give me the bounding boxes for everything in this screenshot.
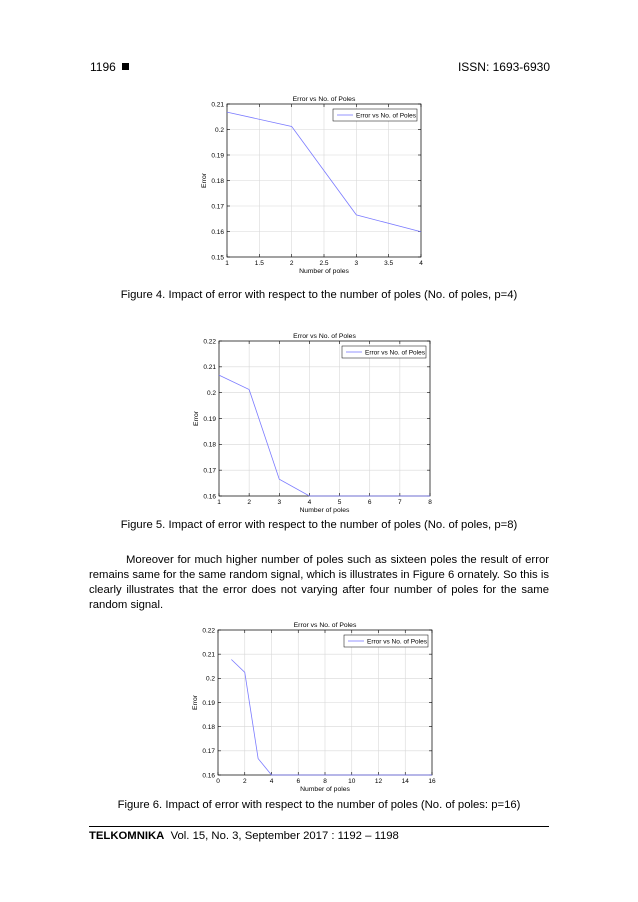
figure-5-caption: Figure 5. Impact of error with respect to the number of poles (No. of poles, p=8) bbox=[120, 519, 518, 531]
y-tick-label: 0.16 bbox=[202, 772, 215, 780]
x-axis-label: Number of poles bbox=[299, 507, 350, 514]
y-tick-label: 0.2 bbox=[206, 389, 216, 397]
y-tick-label: 0.19 bbox=[211, 152, 224, 160]
y-tick-label: 0.22 bbox=[202, 627, 215, 635]
x-tick-label: 2 bbox=[289, 260, 294, 267]
y-tick-label: 0.15 bbox=[211, 254, 224, 262]
y-tick-label: 0.17 bbox=[202, 748, 215, 756]
figure-6-caption: Figure 6. Impact of error with respect to the number of poles (No. of poles: p=16) bbox=[117, 799, 521, 811]
y-tick-label: 0.16 bbox=[203, 493, 216, 501]
x-axis-label: Number of poles bbox=[300, 786, 350, 793]
page-number: 1196 bbox=[90, 60, 129, 74]
figure-6-chart bbox=[190, 618, 440, 796]
x-tick-label: 0 bbox=[216, 778, 220, 785]
y-tick-label: 0.21 bbox=[202, 651, 215, 659]
x-tick-label: 2 bbox=[242, 778, 247, 785]
y-tick-label: 0.21 bbox=[203, 364, 216, 372]
page-header bbox=[90, 60, 550, 76]
figure-4-chart bbox=[190, 92, 440, 277]
x-tick-label: 16 bbox=[428, 778, 436, 785]
chart-title: Error vs No. of Poles bbox=[293, 333, 356, 340]
x-tick-label: 1.5 bbox=[254, 260, 264, 267]
x-tick-label: 3.5 bbox=[384, 260, 394, 267]
y-tick-label: 0.17 bbox=[203, 467, 216, 475]
figure-4 bbox=[190, 92, 440, 277]
body-paragraph: Moreover for much higher number of poles such as sixteen poles the result of error remains same for the same random signal, which is illustrates in Figure 6 ornately. So this is clearly illustrates that the error does not varying after four number of poles for the same random signal. bbox=[89, 554, 549, 611]
x-tick-label: 4 bbox=[307, 499, 312, 506]
journal-name: TELKOMNIKA bbox=[89, 830, 165, 842]
y-tick-label: 0.18 bbox=[203, 441, 216, 449]
x-tick-label: 2 bbox=[247, 499, 251, 506]
figure-4-caption: Figure 4. Impact of error with respect to the number of poles (No. of poles, p=4) bbox=[120, 289, 518, 301]
x-tick-label: 12 bbox=[374, 778, 383, 785]
y-tick-label: 0.21 bbox=[211, 101, 224, 109]
legend-label: Error vs No. of Poles bbox=[365, 349, 425, 357]
legend-label: Error vs No. of Poles bbox=[356, 112, 416, 120]
y-tick-label: 0.18 bbox=[202, 723, 215, 731]
x-tick-label: 7 bbox=[398, 499, 402, 506]
figure-6 bbox=[190, 618, 440, 796]
chart-title: Error vs No. of Poles bbox=[293, 622, 357, 629]
figure-5-chart bbox=[190, 325, 440, 515]
y-tick-label: 0.22 bbox=[203, 338, 216, 346]
square-bullet-icon bbox=[122, 63, 129, 70]
journal-citation: Vol. 15, No. 3, September 2017 : 1192 – 1198 bbox=[170, 830, 399, 842]
y-tick-label: 0.19 bbox=[202, 699, 215, 707]
x-tick-label: 8 bbox=[428, 499, 432, 506]
y-tick-label: 0.2 bbox=[205, 675, 215, 683]
x-axis-label: Number of poles bbox=[299, 268, 349, 275]
x-tick-label: 3 bbox=[354, 260, 359, 267]
x-tick-label: 1 bbox=[225, 260, 229, 267]
y-tick-label: 0.17 bbox=[211, 203, 224, 211]
y-tick-label: 0.16 bbox=[211, 228, 224, 236]
y-axis-label: Error bbox=[201, 172, 208, 189]
footer-rule bbox=[89, 826, 549, 827]
y-axis-label: Error bbox=[192, 694, 199, 711]
page-footer bbox=[89, 830, 399, 842]
chart-title: Error vs No. of Poles bbox=[292, 96, 356, 103]
x-tick-label: 6 bbox=[296, 778, 301, 785]
x-tick-label: 6 bbox=[367, 499, 372, 506]
x-tick-label: 5 bbox=[337, 499, 342, 506]
x-tick-label: 4 bbox=[269, 778, 274, 785]
x-tick-label: 8 bbox=[323, 778, 327, 785]
x-tick-label: 4 bbox=[419, 260, 423, 267]
y-tick-label: 0.2 bbox=[214, 126, 224, 134]
x-tick-label: 2.5 bbox=[319, 260, 329, 267]
y-axis-label: Error bbox=[193, 410, 200, 427]
x-tick-label: 14 bbox=[401, 778, 409, 785]
x-tick-label: 10 bbox=[348, 778, 356, 785]
figure-5 bbox=[190, 325, 440, 515]
x-tick-label: 3 bbox=[277, 499, 282, 506]
legend-label: Error vs No. of Poles bbox=[367, 638, 427, 646]
y-tick-label: 0.18 bbox=[211, 177, 224, 185]
issn: ISSN: 1693-6930 bbox=[457, 60, 550, 74]
x-tick-label: 1 bbox=[217, 499, 221, 506]
y-tick-label: 0.19 bbox=[203, 415, 216, 423]
